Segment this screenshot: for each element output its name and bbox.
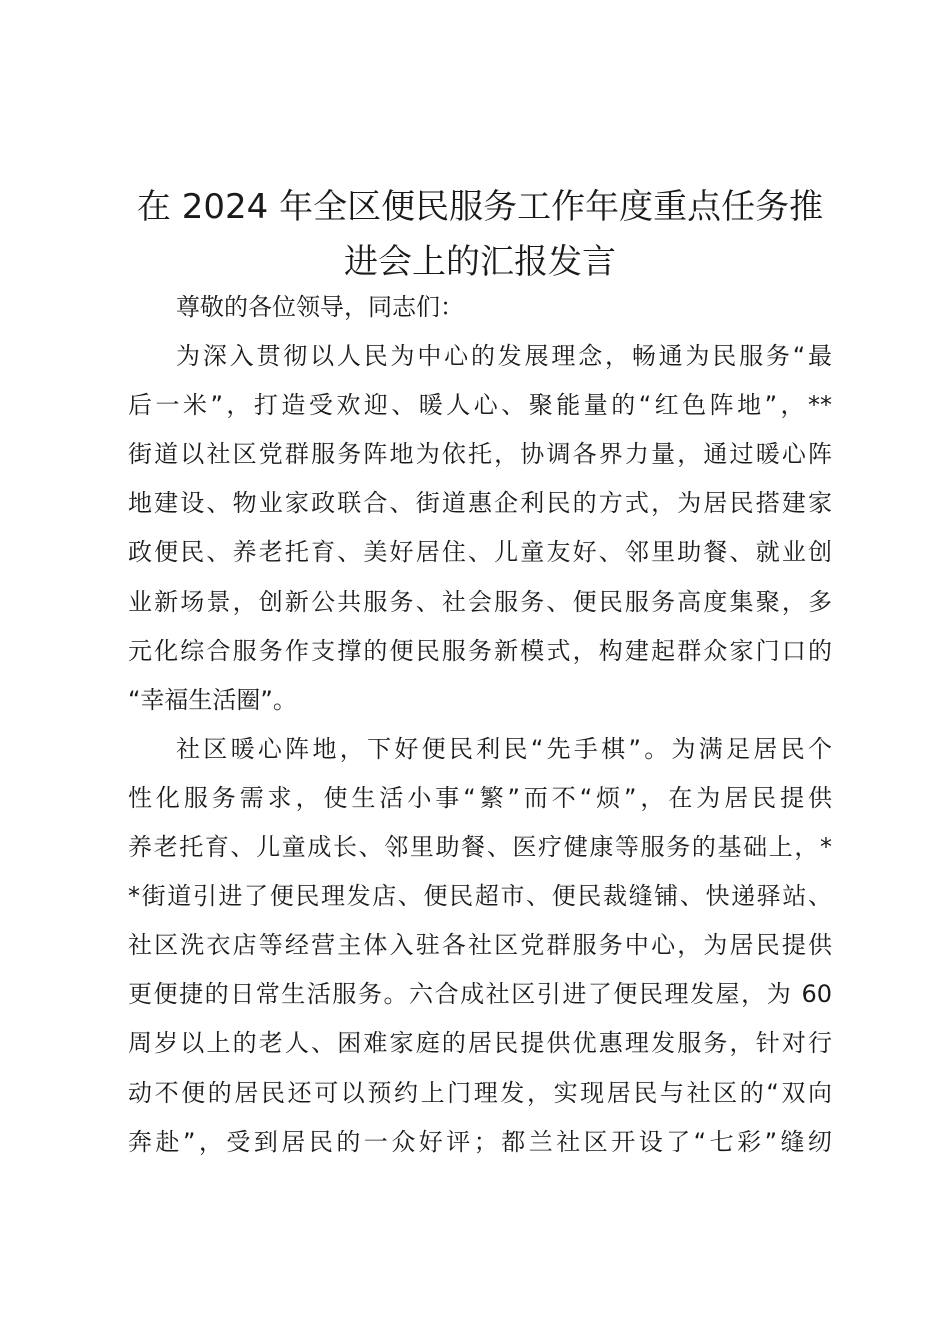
paragraph-line: 奔赴”，受到居民的一众好评；都兰社区开设了“七彩”缝纫 bbox=[128, 1127, 832, 1156]
paragraph-line: 周岁以上的老人、困难家庭的居民提供优惠理发服务，针对行 bbox=[128, 1029, 832, 1058]
paragraph-line: 业新场景，创新公共服务、社会服务、便民服务高度集聚，多 bbox=[128, 587, 832, 616]
paragraph-line: 养老托育、儿童成长、邻里助餐、医疗健康等服务的基础上，* bbox=[128, 833, 832, 862]
paragraph-line: “幸福生活圈”。 bbox=[128, 685, 297, 714]
paragraph-line: 元化综合服务作支撑的便民服务新模式，构建起群众家门口的 bbox=[128, 636, 832, 665]
paragraph-1 bbox=[128, 332, 832, 725]
salutation-line: 尊敬的各位领导，同志们： bbox=[176, 293, 464, 321]
paragraph-line: 社区洗衣店等经营主体入驻各社区党群服务中心，为居民提供 bbox=[128, 931, 832, 960]
paragraph-line: 街道以社区党群服务阵地为依托，协调各界力量，通过暖心阵 bbox=[128, 440, 832, 469]
paragraph-line: 政便民、养老托育、美好居住、儿童友好、邻里助餐、就业创 bbox=[128, 538, 832, 567]
paragraph-line: 性化服务需求，使生活小事“繁”而不“烦”，在为居民提供 bbox=[128, 783, 832, 812]
document-body bbox=[128, 283, 832, 1167]
paragraph-line: *街道引进了便民理发店、便民超市、便民裁缝铺、快递驿站、 bbox=[128, 882, 832, 911]
title-line: 进会上的汇报发言 bbox=[344, 242, 616, 282]
paragraph-line: 动不便的居民还可以预约上门理发，实现居民与社区的“双向 bbox=[128, 1078, 832, 1107]
document-title bbox=[100, 180, 860, 290]
paragraph-line: 为深入贯彻以人民为中心的发展理念，畅通为民服务“最 bbox=[176, 342, 832, 371]
title-line: 在 2024 年全区便民服务工作年度重点任务推 bbox=[136, 187, 824, 227]
paragraph-line: 地建设、物业家政联合、街道惠企利民的方式，为居民搭建家 bbox=[128, 489, 832, 518]
paragraph-line: 更便捷的日常生活服务。六合成社区引进了便民理发屋，为 60 bbox=[128, 980, 832, 1009]
paragraph-2 bbox=[128, 725, 832, 1167]
paragraph-line: 后一米”，打造受欢迎、暖人心、聚能量的“红色阵地”，** bbox=[128, 391, 832, 420]
salutation bbox=[128, 283, 832, 332]
paragraph-line: 社区暖心阵地，下好便民利民“先手棋”。为满足居民个 bbox=[176, 734, 832, 763]
